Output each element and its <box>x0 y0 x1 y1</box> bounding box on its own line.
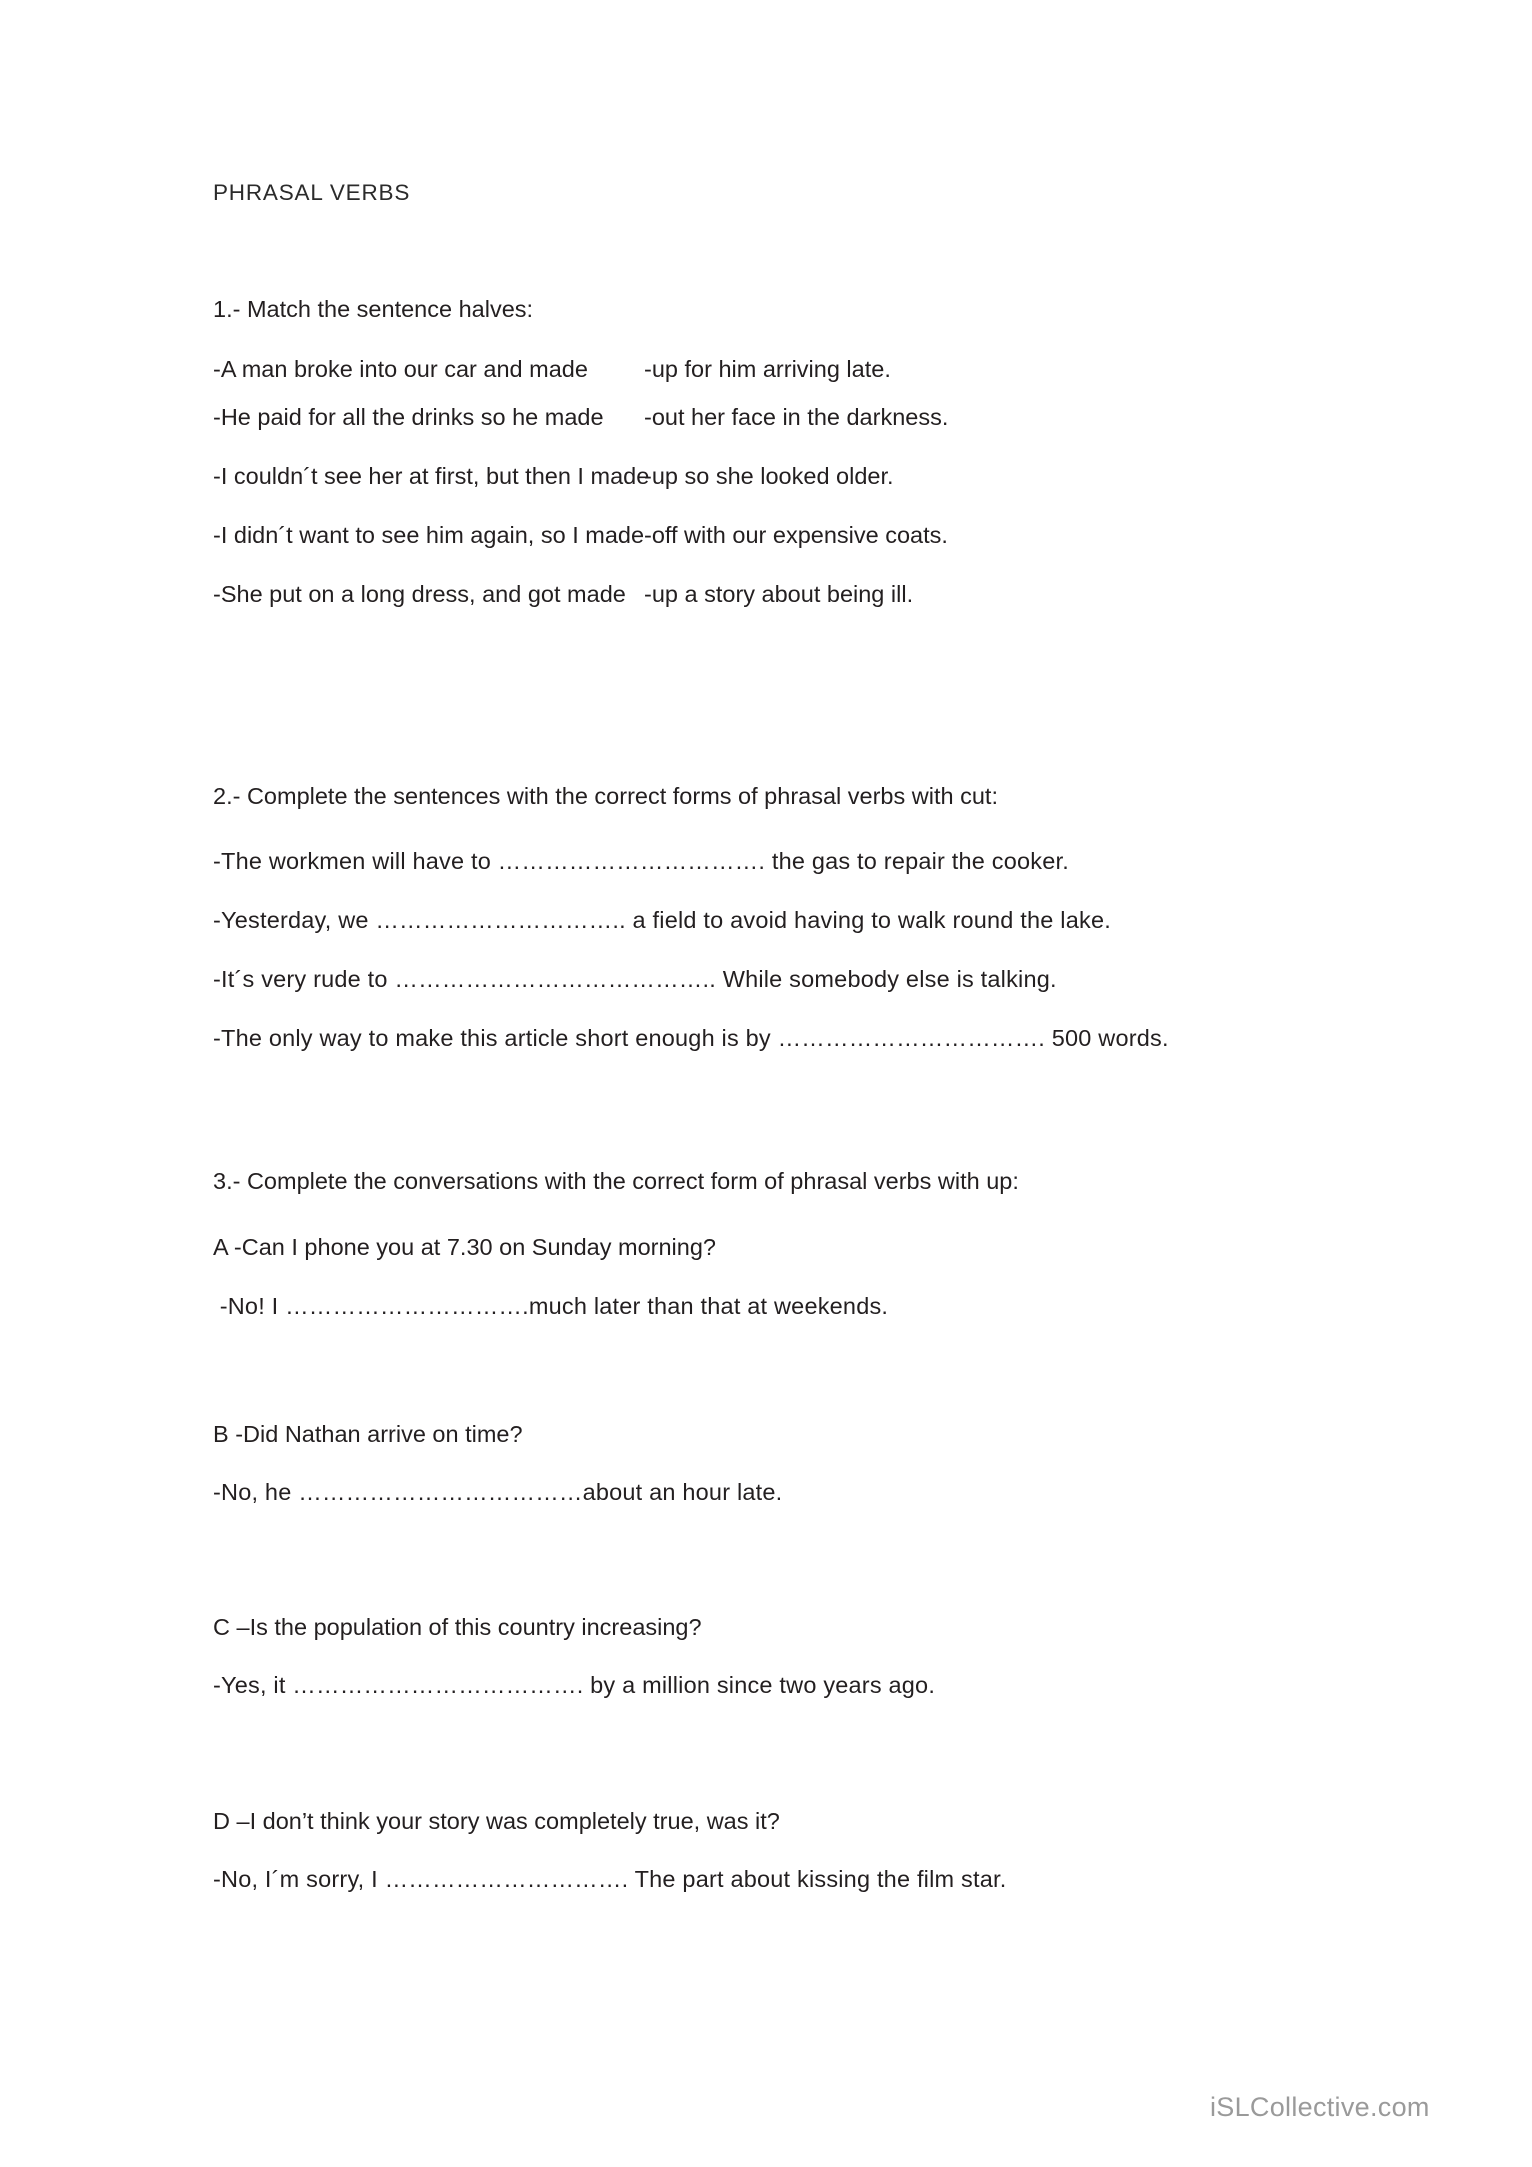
exercise-2-heading: 2.- Complete the sentences with the correct forms of phrasal verbs with cut: <box>213 783 998 809</box>
exercise-3-dialogue-b-answer: -No, he ………………………………about an hour late. <box>213 1479 783 1505</box>
exercise-2-item-4: -The only way to make this article short enough is by ……………………………. 500 words. <box>213 1025 1169 1051</box>
exercise-1-left-item-2: -He paid for all the drinks so he made <box>213 404 604 430</box>
exercise-2-item-1: -The workmen will have to ……………………………. the gas to repair the cooker. <box>213 848 1069 874</box>
exercise-1-right-item-1: -up for him arriving late. <box>644 356 891 382</box>
exercise-3-dialogue-b-question: B -Did Nathan arrive on time? <box>213 1421 523 1447</box>
exercise-1-left-item-5: -She put on a long dress, and got made <box>213 581 626 607</box>
exercise-1-left-item-3: -I couldn´t see her at first, but then I made <box>213 463 650 489</box>
exercise-3-dialogue-c-question: C –Is the population of this country increasing? <box>213 1614 702 1640</box>
exercise-1-left-item-1: -A man broke into our car and made <box>213 356 588 382</box>
exercise-2-item-3: -It´s very rude to ………………………………….. While somebody else is talking. <box>213 966 1057 992</box>
worksheet-content <box>213 0 1293 2167</box>
exercise-1-right-item-3: -up so she looked older. <box>644 463 894 489</box>
exercise-2-item-2: -Yesterday, we ………………………….. a field to avoid having to walk round the lake. <box>213 907 1111 933</box>
exercise-1-right-item-2: -out her face in the darkness. <box>644 404 949 430</box>
exercise-3-dialogue-a-question: A -Can I phone you at 7.30 on Sunday morning? <box>213 1234 716 1260</box>
exercise-3-dialogue-d-answer: -No, I´m sorry, I …………………………. The part about kissing the film star. <box>213 1866 1007 1892</box>
exercise-3-dialogue-d-question: D –I don’t think your story was completely true, was it? <box>213 1808 780 1834</box>
exercise-1-right-item-4: -off with our expensive coats. <box>644 522 948 548</box>
exercise-1-right-item-5: -up a story about being ill. <box>644 581 914 607</box>
exercise-1-heading: 1.- Match the sentence halves: <box>213 296 534 322</box>
page-title: PHRASAL VERBS <box>213 180 411 205</box>
islcollective-watermark: iSLCollective.com <box>1210 2092 1430 2122</box>
exercise-3-dialogue-a-answer: -No! I ………………………….much later than that at weekends. <box>213 1293 889 1319</box>
exercise-3-dialogue-c-answer: -Yes, it ………………………………. by a million since two years ago. <box>213 1672 936 1698</box>
exercise-3-heading: 3.- Complete the conversations with the correct form of phrasal verbs with up: <box>213 1168 1019 1194</box>
exercise-1-left-item-4: -I didn´t want to see him again, so I made <box>213 522 645 548</box>
